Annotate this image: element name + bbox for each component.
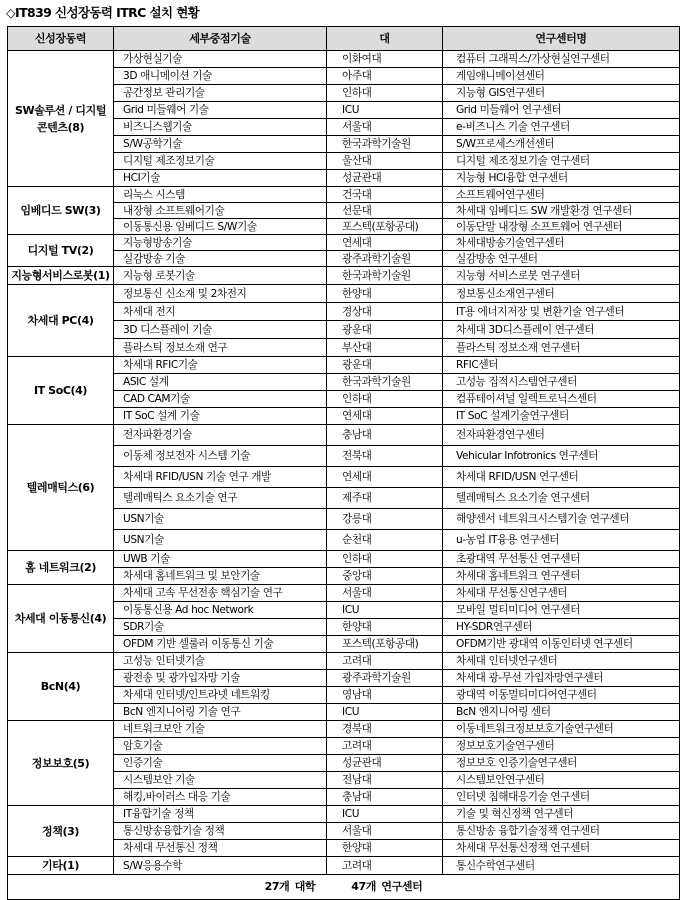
research-center-cell: 차세대 무선통신연구센터 <box>443 585 680 602</box>
university-cell: 한양대 <box>327 619 443 636</box>
technology-cell: 이동통신용 임베디드 S/W기술 <box>114 219 327 235</box>
technology-cell: 이동통신용 Ad hoc Network <box>114 602 327 619</box>
university-cell: 이화여대 <box>327 51 443 68</box>
university-cell: 한양대 <box>327 285 443 303</box>
technology-cell: 지능형 로봇기술 <box>114 267 327 285</box>
technology-cell: ASIC 설계 <box>114 374 327 391</box>
technology-cell: 네트워크보안 기술 <box>114 721 327 738</box>
research-center-cell: 차세대 인터넷연구센터 <box>443 653 680 670</box>
research-center-cell: 인터넷 침해대응기술 연구센터 <box>443 789 680 806</box>
technology-cell: CAD CAM기술 <box>114 391 327 408</box>
research-center-cell: 차세대 광-무선 가입자망연구센터 <box>443 670 680 687</box>
research-center-cell: 정보보호 인증기술연구센터 <box>443 755 680 772</box>
technology-cell: 차세대 전지 <box>114 303 327 321</box>
research-center-cell: 초광대역 무선통신 연구센터 <box>443 551 680 568</box>
university-cell: 성균관대 <box>327 755 443 772</box>
research-center-cell: 실감방송 연구센터 <box>443 251 680 267</box>
growth-area-cell: IT SoC(4) <box>8 357 114 425</box>
technology-cell: 텔레매틱스 요소기술 연구 <box>114 488 327 509</box>
research-center-cell: 차세대 무선통신정책 연구센터 <box>443 840 680 857</box>
university-cell: 한국과학기술원 <box>327 136 443 153</box>
research-center-cell: 시스템보안연구센터 <box>443 772 680 789</box>
university-cell: 부산대 <box>327 339 443 357</box>
table-row <box>8 285 680 303</box>
technology-cell: S/W응용수학 <box>114 857 327 875</box>
research-center-cell: 컴퓨터 그래픽스/가상현실연구센터 <box>443 51 680 68</box>
university-cell: 인하대 <box>327 391 443 408</box>
research-center-cell: 소프트웨어연구센터 <box>443 187 680 203</box>
university-cell: ICU <box>327 102 443 119</box>
university-cell: 중앙대 <box>327 568 443 585</box>
university-cell: 광운대 <box>327 357 443 374</box>
university-cell: 충남대 <box>327 425 443 446</box>
header-tech: 세부중점기술 <box>114 27 327 51</box>
university-cell: 포스텍(포항공대) <box>327 219 443 235</box>
research-center-cell: OFDM기반 광대역 이동인터넷 연구센터 <box>443 636 680 653</box>
university-cell: 성균관대 <box>327 170 443 187</box>
technology-cell: 광전송 및 광가입자망 기술 <box>114 670 327 687</box>
research-center-cell: 광대역 이동멀티미디어연구센터 <box>443 687 680 704</box>
technology-cell: 공간정보 관리기술 <box>114 85 327 102</box>
university-cell: 한양대 <box>327 840 443 857</box>
research-center-cell: 정보보호기술연구센터 <box>443 738 680 755</box>
research-center-cell: 차세대 RFID/USN 연구센터 <box>443 467 680 488</box>
table-row <box>8 721 680 738</box>
table-row <box>8 267 680 285</box>
technology-cell: 암호기술 <box>114 738 327 755</box>
technology-cell: BcN 엔지니어링 기술 연구 <box>114 704 327 721</box>
university-cell: 서울대 <box>327 119 443 136</box>
technology-cell: 고성능 인터넷기술 <box>114 653 327 670</box>
technology-cell: 차세대 고속 무선전송 핵심기술 연구 <box>114 585 327 602</box>
technology-cell: 실감방송 기술 <box>114 251 327 267</box>
growth-area-cell: 디지털 TV(2) <box>8 235 114 267</box>
technology-cell: 디지털 제조정보기술 <box>114 153 327 170</box>
research-center-cell: 해양센서 네트워크시스템기술 연구센터 <box>443 509 680 530</box>
technology-cell: USN기술 <box>114 530 327 551</box>
university-cell: 인하대 <box>327 85 443 102</box>
university-cell: 제주대 <box>327 488 443 509</box>
university-cell: 영남대 <box>327 687 443 704</box>
university-cell: 포스텍(포항공대) <box>327 636 443 653</box>
header-univ: 대 <box>327 27 443 51</box>
research-center-cell: 게임애니메이션센터 <box>443 68 680 85</box>
research-center-cell: 차세대방송기술연구센터 <box>443 235 680 251</box>
university-cell: ICU <box>327 806 443 823</box>
research-center-cell: 지능형 HCI융합 연구센터 <box>443 170 680 187</box>
growth-area-cell: 정책(3) <box>8 806 114 857</box>
research-center-cell: 디지털 제조정보기술 연구센터 <box>443 153 680 170</box>
university-count: 27개 대학 <box>264 880 316 893</box>
growth-area-cell: 차세대 PC(4) <box>8 285 114 357</box>
technology-cell: 내장형 소프트웨어기술 <box>114 203 327 219</box>
university-cell: 한국과학기술원 <box>327 267 443 285</box>
technology-cell: 리눅스 시스템 <box>114 187 327 203</box>
research-center-cell: 기술 및 혁신정책 연구센터 <box>443 806 680 823</box>
university-cell: 경북대 <box>327 721 443 738</box>
technology-cell: 3D 디스플레이 기술 <box>114 321 327 339</box>
technology-cell: HCI기술 <box>114 170 327 187</box>
table-row <box>8 425 680 446</box>
technology-cell: 이동체 정보전자 시스템 기술 <box>114 446 327 467</box>
technology-cell: 해킹,바이러스 대응 기술 <box>114 789 327 806</box>
research-center-cell: 정보통신소재연구센터 <box>443 285 680 303</box>
technology-cell: IT융합기술 정책 <box>114 806 327 823</box>
university-cell: 순천대 <box>327 530 443 551</box>
technology-cell: SDR기술 <box>114 619 327 636</box>
growth-area-cell: 정보보호(5) <box>8 721 114 806</box>
technology-cell: 지능형방송기술 <box>114 235 327 251</box>
research-center-cell: 컴퓨테이셔널 일렉트로닉스센터 <box>443 391 680 408</box>
research-center-cell: BcN 엔지니어링 센터 <box>443 704 680 721</box>
technology-cell: OFDM 기반 셀룰러 이동통신 기술 <box>114 636 327 653</box>
university-cell: 연세대 <box>327 235 443 251</box>
center-count: 47개 연구센터 <box>351 880 423 893</box>
university-cell: 충남대 <box>327 789 443 806</box>
research-center-cell: 지능형 서비스로봇 연구센터 <box>443 267 680 285</box>
research-center-cell: 차세대 3D디스플레이 연구센터 <box>443 321 680 339</box>
table-row <box>8 551 680 568</box>
university-cell: 전북대 <box>327 446 443 467</box>
university-cell: 건국대 <box>327 187 443 203</box>
growth-area-cell: 차세대 이동통신(4) <box>8 585 114 653</box>
research-center-cell: RFIC센터 <box>443 357 680 374</box>
technology-cell: USN기술 <box>114 509 327 530</box>
technology-cell: UWB 기술 <box>114 551 327 568</box>
university-cell: 아주대 <box>327 68 443 85</box>
research-center-cell: 차세대 홈네트워크 연구센터 <box>443 568 680 585</box>
university-cell: 고려대 <box>327 738 443 755</box>
university-cell: 광주과학기술원 <box>327 670 443 687</box>
technology-cell: 인증기술 <box>114 755 327 772</box>
technology-cell: 차세대 RFID/USN 기술 연구 개발 <box>114 467 327 488</box>
technology-cell: 차세대 RFIC기술 <box>114 357 327 374</box>
university-cell: 선문대 <box>327 203 443 219</box>
university-cell: 한국과학기술원 <box>327 374 443 391</box>
research-center-cell: u-농업 IT융용 연구센터 <box>443 530 680 551</box>
table-row <box>8 357 680 374</box>
research-center-cell: 이동네트워크정보보호기술연구센터 <box>443 721 680 738</box>
technology-cell: 차세대 무선통신 정책 <box>114 840 327 857</box>
growth-area-cell: BcN(4) <box>8 653 114 721</box>
technology-cell: 3D 애니메이션 기술 <box>114 68 327 85</box>
table-row <box>8 653 680 670</box>
university-cell: 고려대 <box>327 857 443 875</box>
research-center-cell: 통신방송 융합기술정책 연구센터 <box>443 823 680 840</box>
header-row <box>8 27 680 51</box>
research-center-cell: e-비즈니스 기술 연구센터 <box>443 119 680 136</box>
research-center-cell: 지능형 GIS연구센터 <box>443 85 680 102</box>
growth-area-cell: 기타(1) <box>8 857 114 875</box>
summary-row <box>8 875 680 900</box>
technology-cell: 차세대 홈네트워크 및 보안기술 <box>114 568 327 585</box>
technology-cell: 정보통신 신소재 및 2차전지 <box>114 285 327 303</box>
research-center-cell: IT SoC 설계기술연구센터 <box>443 408 680 425</box>
university-cell: 전남대 <box>327 772 443 789</box>
technology-cell: IT SoC 설계 기술 <box>114 408 327 425</box>
university-cell: 서울대 <box>327 585 443 602</box>
research-center-cell: 통신수학연구센터 <box>443 857 680 875</box>
table-row <box>8 51 680 68</box>
technology-cell: 통신방송융합기술 정책 <box>114 823 327 840</box>
growth-area-cell: 텔레매틱스(6) <box>8 425 114 551</box>
table-body <box>8 51 680 875</box>
university-cell: 강릉대 <box>327 509 443 530</box>
technology-cell: S/W공학기술 <box>114 136 327 153</box>
technology-cell: 전자파환경기술 <box>114 425 327 446</box>
table-row <box>8 187 680 203</box>
university-cell: ICU <box>327 602 443 619</box>
growth-area-cell: SW솔루션 / 디지털콘텐츠(8) <box>8 51 114 187</box>
research-center-cell: 이동단말 내장형 소프트웨어 연구센터 <box>443 219 680 235</box>
university-cell: 광운대 <box>327 321 443 339</box>
technology-cell: 플라스틱 정보소재 연구 <box>114 339 327 357</box>
document-title: ◇IT839 신성장동력 ITRC 설치 현황 <box>6 5 200 20</box>
research-center-cell: S/W프로세스개선센터 <box>443 136 680 153</box>
university-cell: 고려대 <box>327 653 443 670</box>
university-cell: 연세대 <box>327 467 443 488</box>
research-center-cell: Grid 미들웨어 연구센터 <box>443 102 680 119</box>
itrc-table <box>7 26 680 900</box>
technology-cell: Grid 미들웨어 기술 <box>114 102 327 119</box>
header-center: 연구센터명 <box>443 27 680 51</box>
table-row <box>8 235 680 251</box>
university-cell: ICU <box>327 704 443 721</box>
table-row <box>8 806 680 823</box>
growth-area-cell: 임베디드 SW(3) <box>8 187 114 235</box>
table-row <box>8 857 680 875</box>
research-center-cell: 플라스틱 정보소재 연구센터 <box>443 339 680 357</box>
research-center-cell: 전자파환경연구센터 <box>443 425 680 446</box>
research-center-cell: 고성능 집적시스템연구센터 <box>443 374 680 391</box>
university-cell: 광주과학기술원 <box>327 251 443 267</box>
university-cell: 경상대 <box>327 303 443 321</box>
technology-cell: 비즈니스웹기술 <box>114 119 327 136</box>
research-center-cell: 모바일 멀티미디어 연구센터 <box>443 602 680 619</box>
university-cell: 인하대 <box>327 551 443 568</box>
research-center-cell: HY-SDR연구센터 <box>443 619 680 636</box>
university-cell: 울산대 <box>327 153 443 170</box>
summary-cell <box>8 875 680 900</box>
technology-cell: 시스템보안 기술 <box>114 772 327 789</box>
header-area: 신성장동력 <box>8 27 114 51</box>
university-cell: 연세대 <box>327 408 443 425</box>
research-center-cell: Vehicular Infotronics 연구센터 <box>443 446 680 467</box>
growth-area-cell: 지능형서비스로봇(1) <box>8 267 114 285</box>
technology-cell: 차세대 인터넷/인트라넷 네트워킹 <box>114 687 327 704</box>
growth-area-cell: 홈 네트워크(2) <box>8 551 114 585</box>
research-center-cell: 차세대 임베디드 SW 개발환경 연구센터 <box>443 203 680 219</box>
research-center-cell: IT용 에너지저장 및 변환기술 연구센터 <box>443 303 680 321</box>
research-center-cell: 텔레매틱스 요소기술 연구센터 <box>443 488 680 509</box>
university-cell: 서울대 <box>327 823 443 840</box>
technology-cell: 가상현실기술 <box>114 51 327 68</box>
table-row <box>8 585 680 602</box>
